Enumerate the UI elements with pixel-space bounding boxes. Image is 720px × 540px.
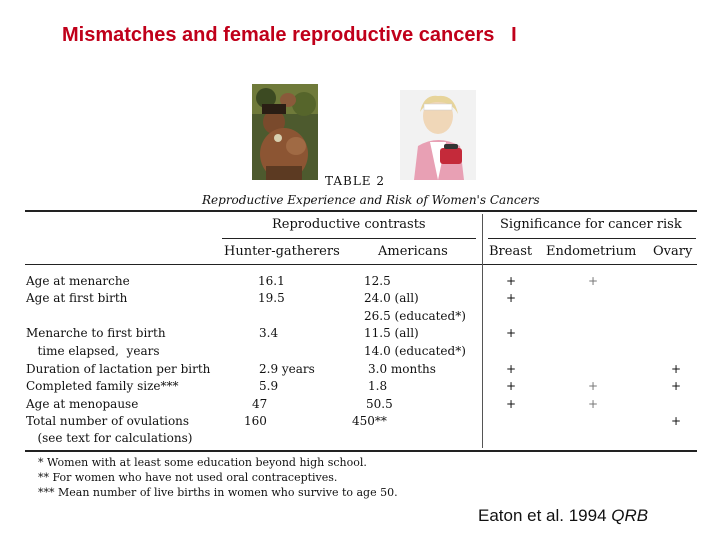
table-number: TABLE 2 bbox=[325, 174, 386, 188]
group-header-contrasts: Reproductive contrasts bbox=[272, 217, 426, 232]
col-header-hunter: Hunter-gatherers bbox=[224, 244, 340, 259]
row-label: time elapsed, years bbox=[26, 344, 160, 358]
cell-hunter: 16.1 bbox=[258, 274, 285, 288]
cell-endometrium: + bbox=[588, 397, 599, 411]
cell-americans: 12.5 bbox=[364, 274, 391, 288]
cell-ovary: + bbox=[671, 379, 682, 393]
row-label: Age at menarche bbox=[26, 274, 130, 288]
row-label: Menarche to first birth bbox=[26, 326, 166, 340]
cell-americans: 14.0 (educated*) bbox=[364, 344, 466, 358]
row-label: Total number of ovulations bbox=[26, 414, 190, 428]
row-label: Age at first birth bbox=[26, 291, 128, 305]
footnote: * Women with at least some education beyond high school. bbox=[38, 456, 367, 469]
table-top-rule bbox=[25, 210, 697, 212]
footnote: *** Mean number of live births in women who survive to age 50. bbox=[38, 486, 398, 499]
cell-hunter: 19.5 bbox=[258, 291, 285, 305]
slide-title: Mismatches and female reproductive cancers I bbox=[62, 24, 517, 46]
row-label: (see text for calculations) bbox=[26, 431, 193, 445]
cell-americans: 450** bbox=[352, 414, 387, 428]
cell-breast: + bbox=[506, 362, 517, 376]
footnote: ** For women who have not used oral contraceptives. bbox=[38, 471, 338, 484]
table-caption: Reproductive Experience and Risk of Women's Cancers bbox=[202, 193, 540, 207]
col-header-americans: Americans bbox=[378, 244, 448, 259]
cell-americans: 3.0 months bbox=[368, 362, 436, 376]
citation bbox=[478, 506, 648, 526]
group-header-rule-contrasts bbox=[222, 238, 476, 239]
cell-breast: + bbox=[506, 274, 517, 288]
cell-hunter: 5.9 bbox=[259, 379, 279, 393]
cell-hunter: 2.9 years bbox=[259, 362, 315, 376]
modern-woman-photo bbox=[400, 90, 476, 180]
col-header-breast: Breast bbox=[489, 244, 533, 259]
cell-hunter: 47 bbox=[252, 397, 268, 411]
cell-ovary: + bbox=[671, 362, 682, 376]
cell-hunter: 3.4 bbox=[259, 326, 279, 340]
cell-hunter: 160 bbox=[244, 414, 267, 428]
row-label: Completed family size*** bbox=[26, 379, 179, 393]
cell-americans: 50.5 bbox=[366, 397, 393, 411]
hunter-gatherer-photo bbox=[252, 84, 318, 180]
citation-authors: Eaton et al. 1994 bbox=[478, 506, 612, 525]
row-label: Age at menopause bbox=[26, 397, 139, 411]
cell-breast: + bbox=[506, 397, 517, 411]
group-header-rule-significance bbox=[488, 238, 696, 239]
col-header-ovary: Ovary bbox=[653, 244, 693, 259]
cell-americans: 11.5 (all) bbox=[364, 326, 419, 340]
row-label: Duration of lactation per birth bbox=[26, 362, 211, 376]
cell-breast: + bbox=[506, 379, 517, 393]
col-header-endometrium: Endometrium bbox=[546, 244, 637, 259]
cell-breast: + bbox=[506, 326, 517, 340]
citation-journal: QRB bbox=[611, 506, 649, 525]
group-header-significance: Significance for cancer risk bbox=[500, 217, 682, 232]
table-bottom-rule bbox=[25, 450, 697, 452]
column-divider bbox=[482, 214, 483, 448]
cell-endometrium: + bbox=[588, 379, 599, 393]
column-header-rule bbox=[25, 264, 697, 265]
cell-ovary: + bbox=[671, 414, 682, 428]
cell-americans: 24.0 (all) bbox=[364, 291, 419, 305]
cell-breast: + bbox=[506, 291, 517, 305]
cell-americans: 26.5 (educated*) bbox=[364, 309, 466, 323]
cell-endometrium: + bbox=[588, 274, 599, 288]
cell-americans: 1.8 bbox=[368, 379, 388, 393]
